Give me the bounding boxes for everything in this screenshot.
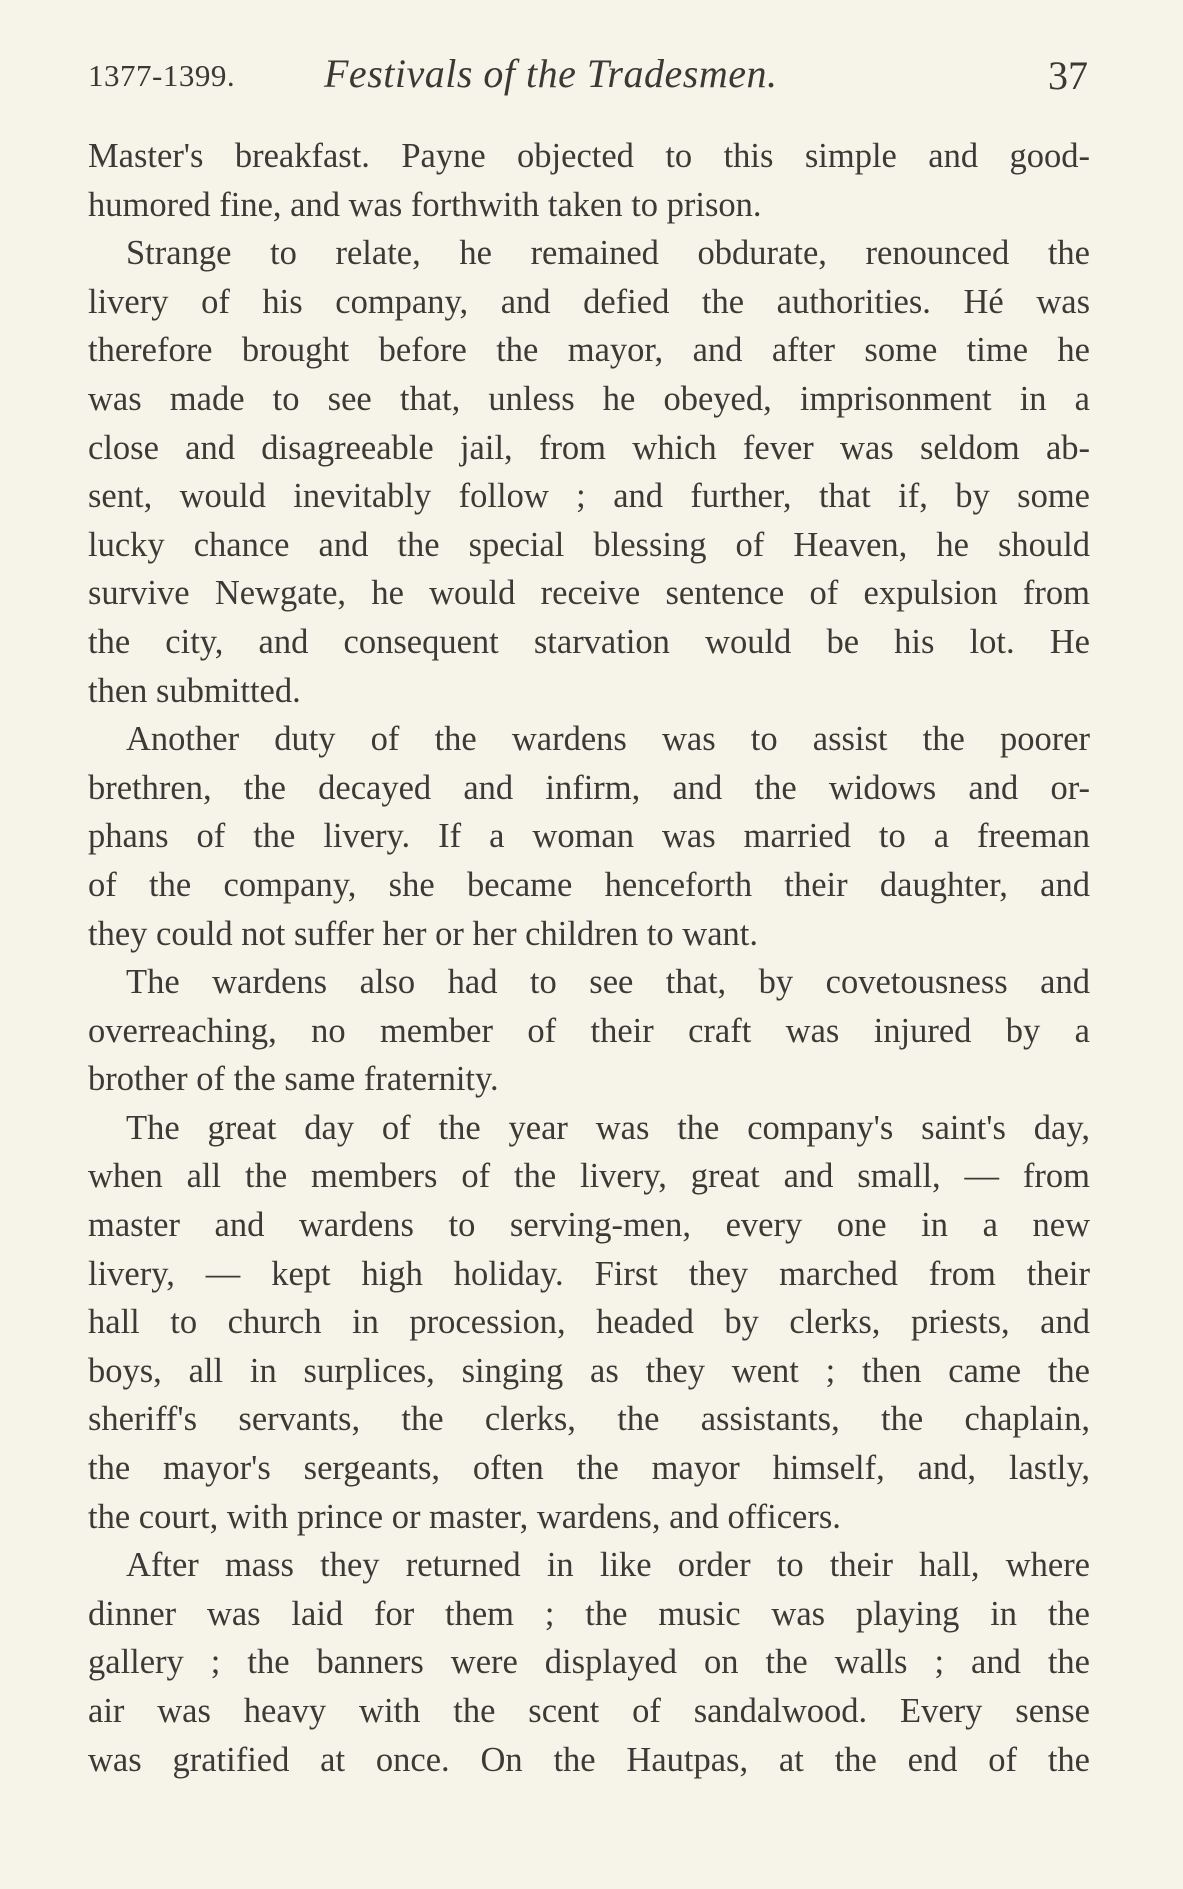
- text-line: close and disagreeable jail, from which fever was seldom ab-: [88, 428, 1090, 467]
- text-line: After mass they returned in like order to their hall, where: [126, 1546, 1090, 1585]
- text-line: lucky chance and the special blessing of Heaven, he should: [88, 525, 1090, 564]
- text-line: The great day of the year was the company's saint's day,: [126, 1108, 1090, 1147]
- text-line: they could not suffer her or her children to want.: [88, 914, 758, 953]
- text-line: livery of his company, and defied the authorities. Hé was: [88, 282, 1090, 321]
- text-line: then submitted.: [88, 671, 301, 710]
- running-header-title: Festivals of the Tradesmen.: [324, 51, 778, 96]
- text-line: brother of the same fraternity.: [88, 1060, 499, 1099]
- text-line: sheriff's servants, the clerks, the assistants, the chaplain,: [88, 1400, 1090, 1439]
- text-line: The wardens also had to see that, by covetousness and: [126, 963, 1090, 1002]
- text-line: was gratified at once. On the Hautpas, at the end of the: [88, 1740, 1090, 1779]
- text-line: Another duty of the wardens was to assist the poorer: [126, 720, 1090, 759]
- text-line: livery, — kept high holiday. First they marched from their: [88, 1254, 1090, 1293]
- text-line: master and wardens to serving-men, every one in a new: [88, 1206, 1090, 1245]
- text-line: Master's breakfast. Payne objected to this simple and good-: [88, 137, 1090, 175]
- text-line: sent, would inevitably follow ; and further, that if, by some: [88, 477, 1090, 516]
- text-line: the mayor's sergeants, often the mayor himself, and, lastly,: [88, 1449, 1090, 1488]
- text-line: of the company, she became henceforth their daughter, and: [88, 865, 1090, 904]
- text-line: Strange to relate, he remained obdurate, renounced the: [126, 234, 1090, 273]
- running-header: [88, 48, 1088, 108]
- text-line: humored fine, and was forthwith taken to prison.: [88, 185, 762, 224]
- text-line: hall to church in procession, headed by clerks, priests, and: [88, 1303, 1090, 1342]
- page-number: 37: [1048, 53, 1088, 98]
- text-line: air was heavy with the scent of sandalwood. Every sense: [88, 1692, 1090, 1730]
- running-header-years: 1377-1399.: [88, 58, 236, 93]
- text-line: was made to see that, unless he obeyed, imprisonment in a: [88, 379, 1090, 418]
- text-line: brethren, the decayed and infirm, and the widows and or-: [88, 768, 1090, 807]
- text-line: gallery ; the banners were displayed on the walls ; and the: [88, 1643, 1090, 1682]
- text-line: phans of the livery. If a woman was married to a freeman: [88, 817, 1090, 856]
- text-line: survive Newgate, he would receive sentence of expulsion from: [88, 574, 1090, 613]
- text-line: boys, all in surplices, singing as they went ; then came the: [88, 1351, 1090, 1390]
- text-line: dinner was laid for them ; the music was playing in the: [88, 1594, 1090, 1633]
- body-text: [88, 132, 1090, 1784]
- text-line: when all the members of the livery, great and small, — from: [88, 1157, 1090, 1196]
- text-line: the court, with prince or master, wardens, and officers.: [88, 1497, 841, 1536]
- text-line: overreaching, no member of their craft was injured by a: [88, 1011, 1090, 1050]
- text-line: therefore brought before the mayor, and after some time he: [88, 331, 1090, 370]
- text-line: the city, and consequent starvation would be his lot. He: [88, 622, 1090, 661]
